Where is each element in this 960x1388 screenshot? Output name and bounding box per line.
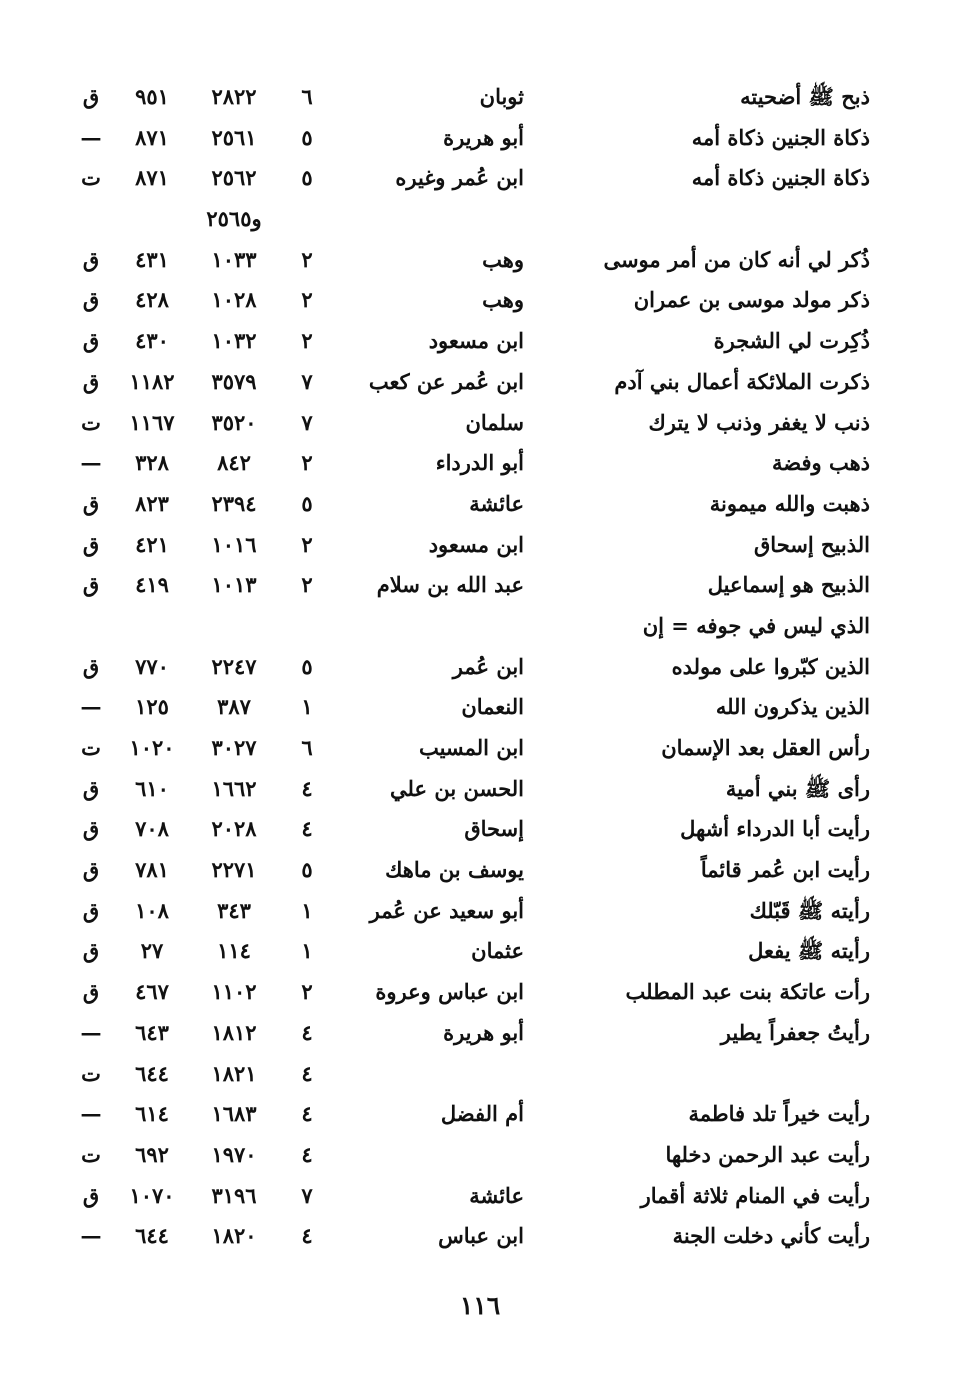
row-hadith-number: ١٠٢٨ (211, 287, 257, 313)
row-volume: ٢ (301, 979, 313, 1005)
table-row (0, 565, 960, 606)
row-title: رأى ﷺ بني أمية (725, 775, 870, 801)
row-page-number: ٤١٩ (135, 572, 169, 598)
row-hadith-number: ١٨٢٠ (211, 1223, 257, 1249)
row-hadith-number: ٢٢٧١ (211, 857, 257, 883)
row-grade-mark: ق (82, 775, 100, 801)
row-title: الذبيح هو إسماعيل (707, 572, 870, 598)
row-narrator: الحسن بن علي (390, 775, 524, 801)
table-row (0, 1135, 960, 1176)
row-grade-mark (74, 606, 108, 647)
row-volume: ٦ (301, 735, 313, 760)
row-narrator: أم الفضل (440, 1101, 524, 1127)
row-page-number: ٨٧١ (135, 165, 169, 191)
row-volume: ٤ (301, 1101, 313, 1127)
row-hadith-number: ٣٠٢٧ (211, 735, 257, 760)
row-grade-mark: ق (82, 246, 100, 272)
table-row (0, 809, 960, 850)
table-row (0, 1176, 960, 1217)
table-row (0, 321, 960, 362)
row-page-number: ٤٣١ (135, 246, 169, 272)
table-row (0, 891, 960, 932)
table-row (0, 1054, 960, 1095)
table-row (0, 362, 960, 403)
row-grade-mark: — (80, 1019, 102, 1045)
row-page-number (118, 199, 186, 240)
row-hadith-number: ٣٨٧ (217, 694, 251, 720)
row-hadith-number: ٨٤٢ (217, 450, 251, 476)
row-grade-mark: ق (82, 531, 100, 557)
row-hadith-number: ٢٣٩٤ (211, 490, 257, 516)
row-volume: ٥ (301, 490, 313, 516)
row-title: ذكر مولد موسى بن عمران (633, 287, 870, 313)
row-title: رأس العقل بعد الإسمان (661, 735, 870, 760)
row-title: ذكاة الجنين ذكاة أمه (691, 124, 870, 150)
table-row (0, 972, 960, 1013)
row-hadith-number: ١٠١٣ (211, 572, 257, 598)
row-narrator: ابن عباس (438, 1223, 524, 1249)
row-page-number: ٧٧٠ (135, 653, 169, 679)
row-hadith-number: ٣٥٢٠ (211, 409, 257, 435)
row-narrator: عثمان (471, 938, 524, 964)
row-grade-mark: ق (82, 490, 100, 516)
row-page-number: ٦٤٣ (135, 1019, 169, 1045)
table-row (0, 1216, 960, 1257)
row-volume: ٢ (301, 246, 313, 272)
row-grade-mark: — (80, 124, 102, 150)
row-title: ذُكِرت لي الشجرة (713, 328, 870, 354)
table-row (0, 199, 960, 240)
row-volume: ١ (301, 694, 313, 720)
row-volume: ٢ (301, 328, 313, 354)
row-grade-mark: ق (82, 938, 100, 964)
row-grade-mark: ق (82, 1182, 100, 1208)
row-title: رأيته ﷺ قَبّلك (749, 897, 870, 923)
table-row (0, 77, 960, 118)
row-title: رأيت ابن عُمر قائماً (700, 857, 870, 883)
row-grade-mark: ق (82, 897, 100, 923)
row-page-number: ٦٤٤ (135, 1060, 169, 1086)
table-row (0, 687, 960, 728)
row-grade-mark: ق (82, 572, 100, 598)
row-title: ذهب وفضة (771, 450, 870, 476)
row-hadith-number: ٢٥٦١ (211, 124, 257, 150)
row-page-number: ٧٠٨ (135, 816, 169, 842)
row-grade-mark: ت (81, 1141, 101, 1167)
row-title: رأيت كأني دخلت الجنة (672, 1223, 870, 1249)
table-row (0, 443, 960, 484)
row-page-number: ٧٨١ (135, 857, 169, 883)
row-page-number: ٤٣٠ (135, 328, 169, 354)
row-hadith-number: ١٦٨٣ (211, 1101, 257, 1127)
row-narrator: النعمان (461, 694, 524, 720)
row-title: رأيته ﷺ يفعل (748, 938, 870, 964)
row-hadith-number: ١١٠٢ (211, 979, 257, 1005)
page-number: ١١٦ (459, 1291, 501, 1320)
index-table (0, 77, 960, 1257)
row-title: الذبيح إسحاق (754, 531, 870, 557)
row-hadith-number: ١٠٣٣ (211, 246, 257, 272)
row-page-number: ٨٢٣ (135, 490, 169, 516)
row-title: الذين كبّروا على مولده (671, 653, 870, 679)
row-title: رأيت أبا الدرداء أشهل (680, 816, 870, 842)
row-page-number: ١١٨٢ (129, 368, 175, 394)
row-grade-mark: ت (81, 1060, 101, 1086)
row-narrator: ثوبان (479, 84, 524, 109)
row-narrator: ابن عُمر (452, 653, 524, 679)
row-volume: ٤ (301, 816, 313, 842)
row-page-number: ٤٦٧ (135, 979, 169, 1005)
table-row (0, 280, 960, 321)
row-title: رأيت في المنام ثلاثة أقمار (640, 1182, 870, 1208)
row-hadith-number: ١٠٣٢ (211, 328, 257, 354)
row-page-number: ١١٦٧ (129, 409, 175, 435)
row-grade-mark: ق (82, 979, 100, 1005)
row-narrator: ابن عباس وعروة (375, 979, 524, 1005)
row-narrator: أبو هريرة (443, 1019, 524, 1045)
row-title: ذهبت والله ميمونة (709, 490, 870, 516)
row-title: ذكرت الملائكة أعمال بني آدم (614, 368, 870, 394)
row-narrator: عائشة (469, 490, 524, 516)
table-row (0, 850, 960, 891)
table-row (0, 118, 960, 159)
row-volume: ١ (301, 938, 313, 964)
row-grade-mark (74, 199, 108, 240)
row-title: ذكاة الجنين ذكاة أمه (691, 165, 870, 191)
row-narrator: وهب (482, 246, 524, 272)
row-volume: ٧ (301, 1182, 313, 1208)
row-volume: ٥ (301, 124, 313, 150)
row-hadith-number: ١٨٢١ (211, 1060, 257, 1086)
row-narrator: ابن مسعود (428, 328, 524, 354)
table-row (0, 403, 960, 444)
table-row (0, 606, 960, 647)
row-page-number: ١٠٨ (135, 897, 169, 923)
row-hadith-number: ٣٤٣ (217, 897, 251, 923)
row-page-number: ٩٥١ (135, 84, 169, 109)
row-grade-mark: ق (82, 816, 100, 842)
row-page-number: ١٢٥ (135, 694, 169, 720)
row-volume: ٢ (301, 572, 313, 598)
row-title: الذي ليس في جوفه = إن (642, 612, 870, 638)
table-row (0, 1094, 960, 1135)
row-volume: ٦ (301, 84, 313, 109)
row-hadith-number: ٣١٩٦ (211, 1182, 257, 1208)
row-hadith-number: ٢٢٤٧ (211, 653, 257, 679)
row-hadith-number: ١٩٧٠ (211, 1141, 257, 1167)
table-row (0, 931, 960, 972)
row-hadith-number: ١٠١٦ (211, 531, 257, 557)
row-page-number (118, 606, 186, 647)
row-narrator: وهب (482, 287, 524, 313)
table-row (0, 728, 960, 769)
row-page-number: ٦٩٢ (135, 1141, 169, 1167)
row-grade-mark: ق (82, 857, 100, 883)
row-hadith-number: ١٦٦٢ (211, 775, 257, 801)
row-title: رأت عاتكة بنت عبد المطلب (625, 979, 870, 1005)
row-grade-mark: ت (81, 165, 101, 191)
row-grade-mark: ت (81, 735, 101, 760)
row-hadith-number: ١٨١٢ (211, 1019, 257, 1045)
row-volume: ٢ (301, 450, 313, 476)
row-page-number: ٣٢٨ (135, 450, 169, 476)
row-volume (292, 606, 322, 647)
table-row (0, 240, 960, 281)
row-grade-mark: — (80, 1101, 102, 1127)
row-grade-mark: — (80, 694, 102, 720)
table-row (0, 525, 960, 566)
row-title: الذين يذكرون الله (715, 694, 870, 720)
row-title: رأيت خيراً تلد فاطمة (688, 1101, 870, 1127)
row-narrator: ابن المسيب (418, 735, 524, 760)
row-volume: ٥ (301, 857, 313, 883)
row-page-number: ٤٢٨ (135, 287, 169, 313)
row-narrator: أبو سعيد عن عُمر (369, 897, 524, 923)
row-hadith-number: ٢٥٦٢ (211, 165, 257, 191)
row-volume (292, 199, 322, 240)
row-page-number: ١٠٢٠ (129, 735, 175, 760)
row-volume: ١ (301, 897, 313, 923)
row-page-number: ٦١٠ (135, 775, 169, 801)
row-volume: ٤ (301, 1141, 313, 1167)
row-page-number: ٨٧١ (135, 124, 169, 150)
row-grade-mark: ق (82, 368, 100, 394)
row-volume: ٧ (301, 409, 313, 435)
row-hadith-number: ١١٤ (217, 938, 251, 964)
row-page-number: ١٠٧٠ (129, 1182, 175, 1208)
row-narrator: أبو هريرة (443, 124, 524, 150)
row-volume: ٢ (301, 287, 313, 313)
row-narrator: إسحاق (464, 816, 524, 842)
row-volume: ٧ (301, 368, 313, 394)
table-row (0, 769, 960, 810)
table-row (0, 158, 960, 199)
row-narrator: عائشة (469, 1182, 524, 1208)
row-volume: ٤ (301, 1223, 313, 1249)
row-title: ذنب لا يغفر وذنب لا يترك (648, 409, 870, 435)
row-volume: ٤ (301, 1060, 313, 1086)
row-title: ذبح ﷺ أضحيته (740, 84, 870, 109)
row-title: ذُكر لي أنه كان من أمر موسى (603, 246, 870, 272)
table-row (0, 647, 960, 688)
row-narrator: أبو الدرداء (435, 450, 524, 476)
row-narrator: ابن مسعود (428, 531, 524, 557)
row-narrator: سلمان (465, 409, 524, 435)
row-title: رأيتُ جعفراً يطير (720, 1019, 870, 1045)
row-grade-mark: ق (82, 84, 100, 109)
row-hadith-number: و٢٥٦٥ (206, 206, 262, 232)
row-grade-mark: ق (82, 328, 100, 354)
row-grade-mark: — (80, 1223, 102, 1249)
row-page-number: ٦٤٤ (135, 1223, 169, 1249)
table-row (0, 484, 960, 525)
row-hadith-number: ٢٠٢٨ (211, 816, 257, 842)
row-volume: ٥ (301, 165, 313, 191)
row-grade-mark: — (80, 450, 102, 476)
row-narrator: ابن عُمر وغيره (395, 165, 524, 191)
row-grade-mark: ق (82, 287, 100, 313)
row-page-number: ٢٧ (140, 938, 164, 964)
row-volume: ٤ (301, 1019, 313, 1045)
row-volume: ٤ (301, 775, 313, 801)
row-page-number: ٦١٤ (135, 1101, 169, 1127)
row-narrator: عبد الله بن سلام (376, 572, 524, 598)
row-grade-mark: ت (81, 409, 101, 435)
row-hadith-number (196, 606, 272, 647)
row-volume: ٥ (301, 653, 313, 679)
row-narrator: ابن عُمر عن كعب (368, 368, 524, 394)
row-volume: ٢ (301, 531, 313, 557)
row-narrator: يوسف بن ماهك (385, 857, 524, 883)
row-title: رأيت عبد الرحمن دخلها (665, 1141, 870, 1167)
row-grade-mark: ق (82, 653, 100, 679)
row-hadith-number: ٣٥٧٩ (211, 368, 257, 394)
row-hadith-number: ٢٨٢٢ (211, 84, 257, 109)
row-page-number: ٤٢١ (135, 531, 169, 557)
table-row (0, 1013, 960, 1054)
